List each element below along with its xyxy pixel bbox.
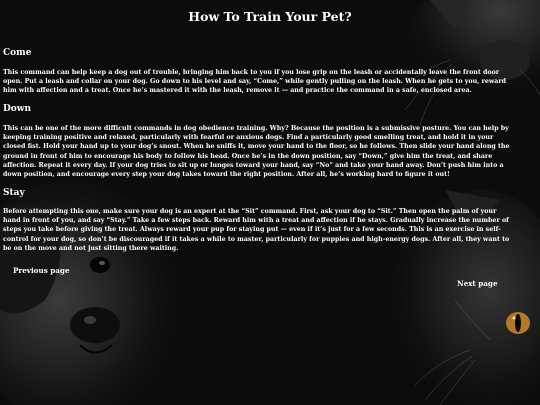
section-text-come: This command can help keep a dog out of trouble, bringing him back to you if you lose grip on the leash or accidentally leave the front door open. Put a leash and collar on your dog. Go down to his level and say, “Come,” while gently pulling on the leash. When he gets to you, reward him with affection and a treat. Once he’s mastered it with the leash, remove it — and practice the command in a safe, enclosed area.	[3, 69, 507, 95]
section-heading-come: Come	[3, 48, 32, 58]
section-heading-stay: Stay	[3, 188, 25, 198]
section-text-down: This can be one of the more difficult commands in dog obedience training. Why? Because the position is a submissive posture. You can help by keeping training positive and relaxed, particularly with fearful or anxious dogs. Find a particularly good smelling treat, and hold it in your closed fist. Hold your hand up to your dog’s snout. When he sniffs it, move your hand to the floor, so he follows. Then slide your hand along the ground in front of him to encourage his body to follow his head. Once he’s in the down position, say “Down,” give him the treat, and share affection. Repeat it every day. If your dog tries to sit up or lunges toward your hand, say “No” and take your hand away. Don’t push him into a down position, and encourage every step your dog takes toward the right position. After all, he’s working hard to figure it out!	[3, 125, 510, 179]
section-heading-down: Down	[3, 104, 32, 114]
page-title: How To Train Your Pet?	[188, 9, 352, 24]
section-text-stay: Before attempting this one, make sure your dog is an expert at the “Sit” command. First, ask your dog to “Sit.” Then open the palm of your hand in front of you, and say “Stay.” Take a few steps back. Reward him with a treat and affection if he stays. Gradually increase the number of steps you take before giving the treat. Always reward your pup for staying put — even if it’s just for a few seconds. This is an exercise in self-control for your dog, so don’t be discouraged if it takes a while to master, particularly for puppies and high-energy dogs. After all, they want to be on the move and not just sitting there waiting.	[3, 208, 510, 252]
previous-page-link[interactable]: Previous page	[13, 266, 70, 275]
next-page-link[interactable]: Next page	[457, 279, 498, 288]
